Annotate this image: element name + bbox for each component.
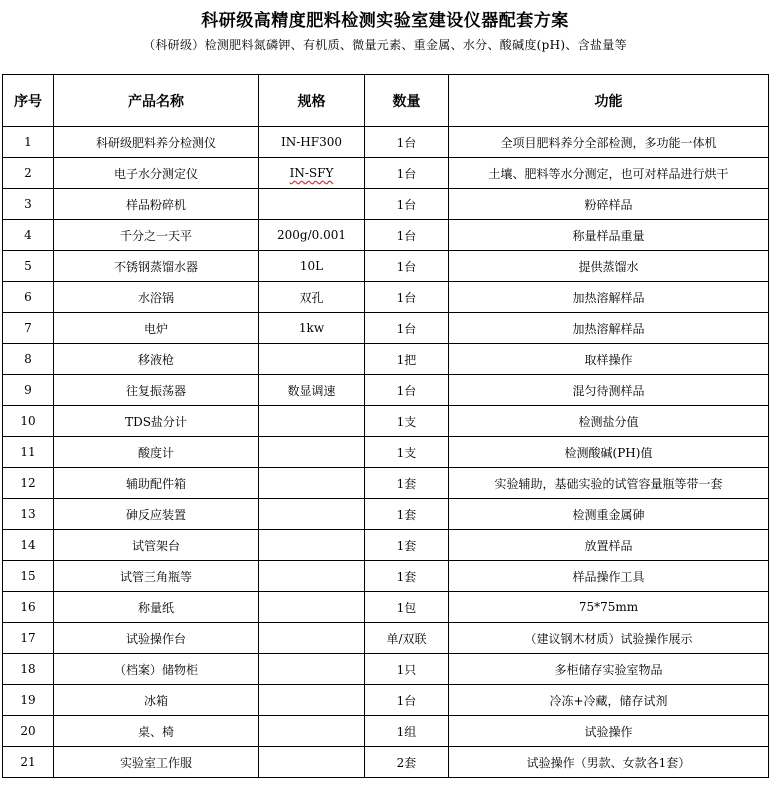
cell-name: （档案）储物柜: [54, 654, 259, 685]
cell-func: 冷冻+冷藏，储存试剂: [449, 685, 769, 716]
cell-qty: 1套: [365, 499, 449, 530]
cell-func: 土壤、肥料等水分测定，也可对样品进行烘干: [449, 158, 769, 189]
cell-func: 放置样品: [449, 530, 769, 561]
cell-name: 水浴锅: [54, 282, 259, 313]
document-subtitle: （科研级）检测肥料氮磷钾、有机质、微量元素、重金属、水分、酸碱度(pH)、含盐量等: [143, 38, 627, 52]
cell-spec: [259, 716, 365, 747]
cell-seq: 2: [3, 158, 54, 189]
cell-name: 移液枪: [54, 344, 259, 375]
cell-name: 千分之一天平: [54, 220, 259, 251]
cell-qty: 1组: [365, 716, 449, 747]
cell-name: 实验室工作服: [54, 747, 259, 778]
header-name: 产品名称: [54, 75, 259, 127]
cell-name: 辅助配件箱: [54, 468, 259, 499]
cell-func: 多柜储存实验室物品: [449, 654, 769, 685]
cell-func: 试验操作（男款、女款各1套）: [449, 747, 769, 778]
cell-func: 检测盐分值: [449, 406, 769, 437]
cell-func: 全项目肥料养分全部检测，多功能一体机: [449, 127, 769, 158]
cell-name: 试管三角瓶等: [54, 561, 259, 592]
table-row: [3, 561, 769, 592]
cell-spec: 200g/0.001: [259, 220, 365, 251]
cell-seq: 6: [3, 282, 54, 313]
table-row: [3, 685, 769, 716]
cell-spec: [259, 468, 365, 499]
cell-qty: 1支: [365, 406, 449, 437]
cell-spec: [259, 747, 365, 778]
table-row: [3, 313, 769, 344]
cell-func: 加热溶解样品: [449, 313, 769, 344]
cell-spec: [259, 158, 365, 189]
cell-seq: 1: [3, 127, 54, 158]
table-row: [3, 375, 769, 406]
cell-seq: 4: [3, 220, 54, 251]
header-qty: 数量: [365, 75, 449, 127]
table-row: [3, 468, 769, 499]
cell-name: 往复振荡器: [54, 375, 259, 406]
cell-seq: 12: [3, 468, 54, 499]
cell-name: 电炉: [54, 313, 259, 344]
cell-qty: 1只: [365, 654, 449, 685]
table-row: [3, 592, 769, 623]
cell-spec: [259, 654, 365, 685]
cell-func: 实验辅助，基础实验的试管容量瓶等带一套: [449, 468, 769, 499]
equipment-table: [2, 74, 769, 778]
cell-qty: 1台: [365, 251, 449, 282]
cell-name: 科研级肥料养分检测仪: [54, 127, 259, 158]
cell-seq: 19: [3, 685, 54, 716]
cell-name: 试验操作台: [54, 623, 259, 654]
cell-func: 检测重金属砷: [449, 499, 769, 530]
cell-func: 粉碎样品: [449, 189, 769, 220]
cell-name: 砷反应装置: [54, 499, 259, 530]
table-row: [3, 623, 769, 654]
cell-name: 不锈钢蒸馏水器: [54, 251, 259, 282]
cell-qty: 1台: [365, 685, 449, 716]
cell-spec: [259, 561, 365, 592]
cell-spec: [259, 623, 365, 654]
cell-qty: 1台: [365, 282, 449, 313]
cell-func: （建议钢木材质）试验操作展示: [449, 623, 769, 654]
cell-func: 提供蒸馏水: [449, 251, 769, 282]
cell-func: 检测酸碱(PH)值: [449, 437, 769, 468]
cell-qty: 1台: [365, 220, 449, 251]
table-row: [3, 220, 769, 251]
cell-spec: 双孔: [259, 282, 365, 313]
cell-spec: [259, 437, 365, 468]
cell-qty: 1套: [365, 468, 449, 499]
cell-name: 试管架台: [54, 530, 259, 561]
cell-name: 电子水分测定仪: [54, 158, 259, 189]
cell-func: 试验操作: [449, 716, 769, 747]
document-title: 科研级高精度肥料检测实验室建设仪器配套方案: [201, 11, 569, 31]
cell-func: 取样操作: [449, 344, 769, 375]
table-row: [3, 344, 769, 375]
cell-seq: 14: [3, 530, 54, 561]
cell-spec: [259, 189, 365, 220]
cell-spec: IN-HF300: [259, 127, 365, 158]
cell-spec: [259, 406, 365, 437]
cell-name: 冰箱: [54, 685, 259, 716]
cell-func: 样品操作工具: [449, 561, 769, 592]
cell-qty: 1包: [365, 592, 449, 623]
header-func: 功能: [449, 75, 769, 127]
table-row: [3, 127, 769, 158]
cell-name: 样品粉碎机: [54, 189, 259, 220]
cell-seq: 3: [3, 189, 54, 220]
table-row: [3, 406, 769, 437]
cell-seq: 5: [3, 251, 54, 282]
cell-qty: 1支: [365, 437, 449, 468]
cell-spec: 10L: [259, 251, 365, 282]
cell-name: 酸度计: [54, 437, 259, 468]
table-row: [3, 530, 769, 561]
cell-qty: 1套: [365, 561, 449, 592]
table-header-row: [3, 75, 769, 127]
cell-seq: 13: [3, 499, 54, 530]
cell-spec: [259, 344, 365, 375]
table-row: [3, 654, 769, 685]
cell-qty: 1台: [365, 375, 449, 406]
cell-seq: 9: [3, 375, 54, 406]
cell-seq: 8: [3, 344, 54, 375]
cell-qty: 1台: [365, 158, 449, 189]
cell-spec: 1kw: [259, 313, 365, 344]
cell-spec: [259, 499, 365, 530]
cell-spec: [259, 592, 365, 623]
cell-seq: 7: [3, 313, 54, 344]
cell-seq: 15: [3, 561, 54, 592]
cell-qty: 1把: [365, 344, 449, 375]
cell-qty: 2套: [365, 747, 449, 778]
cell-spec: [259, 685, 365, 716]
cell-name: 桌、椅: [54, 716, 259, 747]
cell-qty: 1套: [365, 530, 449, 561]
cell-func: 75*75mm: [449, 592, 769, 623]
table-row: [3, 251, 769, 282]
table-row: [3, 716, 769, 747]
cell-seq: 18: [3, 654, 54, 685]
cell-seq: 11: [3, 437, 54, 468]
table-row: [3, 747, 769, 778]
table-row: [3, 282, 769, 313]
cell-seq: 20: [3, 716, 54, 747]
cell-seq: 16: [3, 592, 54, 623]
cell-func: 混匀待测样品: [449, 375, 769, 406]
table-row: [3, 158, 769, 189]
cell-seq: 21: [3, 747, 54, 778]
table-row: [3, 437, 769, 468]
cell-spec: [259, 530, 365, 561]
cell-name: TDS盐分计: [54, 406, 259, 437]
cell-seq: 10: [3, 406, 54, 437]
cell-qty: 1台: [365, 127, 449, 158]
cell-qty: 1台: [365, 189, 449, 220]
table-row: [3, 189, 769, 220]
table-row: [3, 499, 769, 530]
cell-func: 加热溶解样品: [449, 282, 769, 313]
cell-qty: 单/双联: [365, 623, 449, 654]
cell-spec: 数显调速: [259, 375, 365, 406]
cell-name: 称量纸: [54, 592, 259, 623]
spec-underlined-text: IN-SFY: [289, 166, 334, 180]
cell-func: 称量样品重量: [449, 220, 769, 251]
cell-qty: 1台: [365, 313, 449, 344]
cell-seq: 17: [3, 623, 54, 654]
header-spec: 规格: [259, 75, 365, 127]
header-seq: 序号: [3, 75, 54, 127]
